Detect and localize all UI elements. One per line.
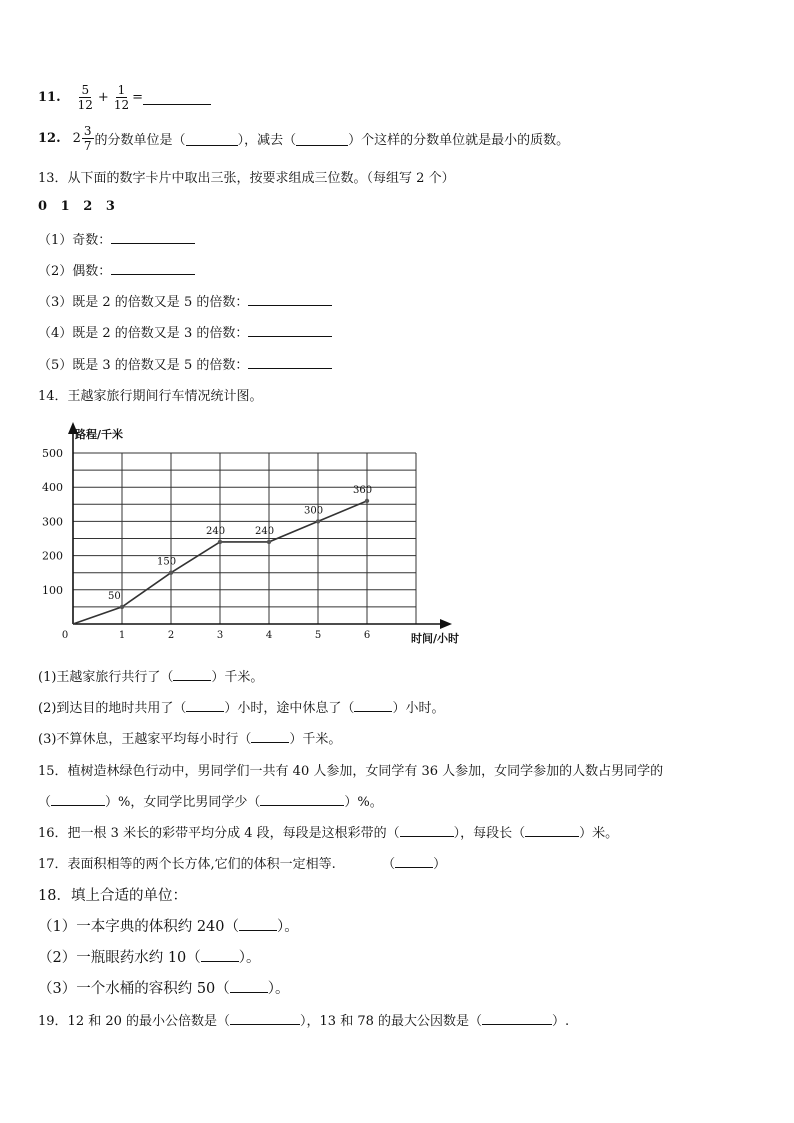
answer-blank[interactable]: [173, 668, 211, 681]
q13-item-2: （2）偶数：: [38, 260, 195, 279]
answer-blank[interactable]: [395, 855, 433, 868]
question-number: 12.: [38, 130, 61, 146]
data-label: 300: [304, 505, 324, 517]
answer-blank[interactable]: [201, 949, 239, 962]
data-point: [316, 519, 320, 523]
question-text: ）个这样的分数单位就是最小的质数。: [348, 132, 570, 148]
q13-item-3: （3）既是 2 的倍数又是 5 的倍数：: [38, 291, 332, 310]
x-tick-label: 3: [216, 630, 224, 641]
answer-blank[interactable]: [248, 293, 332, 306]
answer-blank[interactable]: [296, 131, 348, 146]
y-axis-title: 路程/千米: [75, 428, 124, 441]
q14-sub-3: (3)不算休息，王越家平均每小时行（ ）千米。: [38, 732, 342, 747]
q13-item-5: （5）既是 3 的倍数又是 5 的倍数：: [38, 354, 332, 373]
plus-sign: +: [97, 89, 109, 105]
answer-blank[interactable]: [111, 262, 195, 275]
answer-blank[interactable]: [251, 730, 289, 743]
data-point: [267, 540, 271, 544]
chart-grid: [73, 453, 416, 624]
data-label: 150: [157, 556, 177, 568]
question-number: 11.: [38, 89, 61, 105]
x-tick-label: 4: [265, 630, 273, 641]
q13-item-1: （1）奇数：: [38, 229, 195, 248]
x-tick-label: 6: [363, 630, 371, 641]
data-point: [120, 605, 124, 609]
chart-series: [73, 499, 369, 624]
data-point: [218, 540, 222, 544]
mixed-number-fraction: $\frac{3}{7}$: [83, 123, 92, 153]
question-15-line-1: 15．植树造林绿色行动中，男同学们一共有 40 人参加，女同学有 36 人参加，女同学参加的人数占男同学的: [38, 764, 664, 779]
data-label: 240: [255, 525, 275, 537]
fraction-2: $\frac{1}{12}$: [113, 82, 130, 112]
x-tick-label: 2: [167, 630, 175, 641]
q18-item-2: （2）一瓶眼药水约 10（ ）。: [38, 950, 261, 966]
q14-sub-2: (2)到达目的地时共用了（ ）小时，途中休息了（ ）小时。: [38, 701, 445, 716]
question-12: [38, 118, 569, 158]
answer-blank[interactable]: [186, 699, 224, 712]
fraction-1: $\frac{5}{12}$: [77, 82, 93, 112]
answer-blank[interactable]: [230, 1012, 300, 1025]
question-16: 16．把一根 3 米长的彩带平均分成 4 段，每段是这根彩带的（ ），每段长（ ）米。: [38, 826, 619, 841]
x-tick-label: 0: [61, 630, 69, 641]
answer-blank[interactable]: [239, 918, 277, 931]
answer-blank[interactable]: [248, 324, 332, 337]
q13-item-4: （4）既是 2 的倍数又是 3 的倍数：: [38, 322, 332, 341]
line-chart: [30, 420, 480, 650]
equals-sign: =: [132, 89, 143, 105]
x-axis-arrow-icon: [440, 619, 452, 629]
question-14-title: 14．王越家旅行期间行车情况统计图。: [38, 389, 263, 404]
y-tick-label: 200: [42, 549, 63, 563]
answer-blank[interactable]: [482, 1012, 552, 1025]
answer-blank[interactable]: [186, 131, 238, 146]
q14-sub-1: (1)王越家旅行共行了（ ）千米。: [38, 670, 264, 685]
q18-item-3: （3）一个水桶的容积约 50（ ）。: [38, 981, 290, 997]
answer-blank[interactable]: [260, 793, 344, 806]
y-tick-label: 100: [42, 583, 63, 597]
question-13-title: 13．从下面的数字卡片中取出三张，按要求组成三位数。（每组写 2 个）: [38, 171, 455, 186]
x-axis-title: 时间/小时: [411, 632, 460, 645]
question-11: [38, 78, 211, 116]
answer-blank[interactable]: [248, 356, 332, 369]
question-text: 的分数单位是（: [94, 132, 186, 148]
data-point: [169, 571, 173, 575]
x-tick-label: 1: [118, 630, 126, 641]
question-19: 19．12 和 20 的最小公倍数是（ ），13 和 78 的最大公因数是（ ）.: [38, 1014, 570, 1029]
mixed-number-whole: 2: [72, 130, 81, 146]
question-17: 17．表面积相等的两个长方体,它们的体积一定相等. （ ）: [38, 857, 447, 872]
digit-cards: 0 1 2 3: [38, 199, 115, 214]
answer-blank[interactable]: [525, 824, 579, 837]
question-18-title: 18．填上合适的单位：: [38, 888, 187, 904]
data-label: 240: [206, 525, 226, 537]
answer-blank[interactable]: [230, 980, 268, 993]
question-15-line-2: （ ）%，女同学比男同学少（ ）%。: [38, 795, 383, 810]
q18-item-1: （1）一本字典的体积约 240（ ）。: [38, 919, 299, 935]
answer-blank[interactable]: [51, 793, 105, 806]
y-tick-label: 500: [42, 447, 63, 460]
data-label: 50: [108, 590, 121, 602]
answer-blank[interactable]: [111, 231, 195, 244]
y-tick-label: 300: [42, 515, 63, 529]
answer-blank[interactable]: [143, 90, 211, 105]
answer-blank[interactable]: [354, 699, 392, 712]
y-tick-label: 400: [42, 481, 63, 495]
answer-blank[interactable]: [400, 824, 454, 837]
x-tick-label: 5: [314, 630, 322, 641]
data-point: [365, 499, 369, 503]
data-label: 360: [353, 484, 373, 496]
question-text: ），减去（: [237, 132, 297, 148]
